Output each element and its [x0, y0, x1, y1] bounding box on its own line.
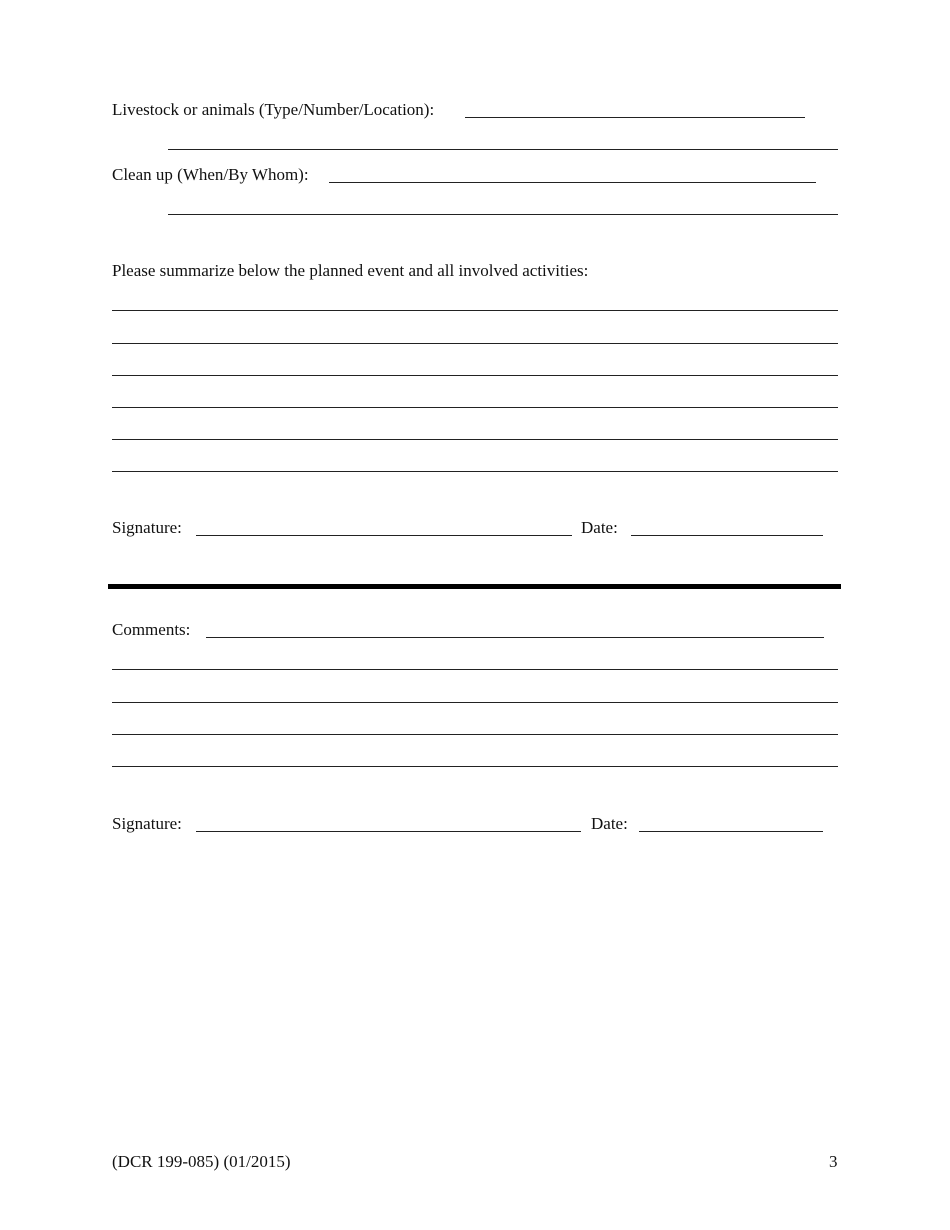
comments-label: Comments: [112, 620, 191, 639]
livestock-input-continued[interactable] [168, 149, 838, 150]
cleanup-label: Clean up (When/By Whom): [112, 165, 309, 184]
date-input[interactable] [631, 535, 823, 536]
summary-line-6[interactable] [112, 471, 838, 472]
comments-line-4[interactable] [112, 734, 838, 735]
cleanup-input[interactable] [329, 182, 816, 183]
livestock-label: Livestock or animals (Type/Number/Location): [112, 100, 435, 119]
comments-line-5[interactable] [112, 766, 838, 767]
form-code: (DCR 199-085) (01/2015) [112, 1152, 291, 1171]
summary-prompt: Please summarize below the planned event and all involved activities: [112, 261, 589, 280]
summary-line-1[interactable] [112, 310, 838, 311]
summary-line-4[interactable] [112, 407, 838, 408]
reviewer-date-input[interactable] [639, 831, 823, 832]
cleanup-input-continued[interactable] [168, 214, 838, 215]
summary-line-5[interactable] [112, 439, 838, 440]
comments-input[interactable] [206, 637, 824, 638]
signature-label: Signature: [112, 518, 182, 537]
signature-input[interactable] [196, 535, 572, 536]
comments-line-2[interactable] [112, 669, 838, 670]
comments-line-3[interactable] [112, 702, 838, 703]
section-divider [108, 584, 841, 589]
summary-line-2[interactable] [112, 343, 838, 344]
summary-line-3[interactable] [112, 375, 838, 376]
page-number: 3 [829, 1152, 838, 1171]
reviewer-date-label: Date: [591, 814, 628, 833]
livestock-input[interactable] [465, 117, 805, 118]
reviewer-signature-label: Signature: [112, 814, 182, 833]
reviewer-signature-input[interactable] [196, 831, 581, 832]
date-label: Date: [581, 518, 618, 537]
